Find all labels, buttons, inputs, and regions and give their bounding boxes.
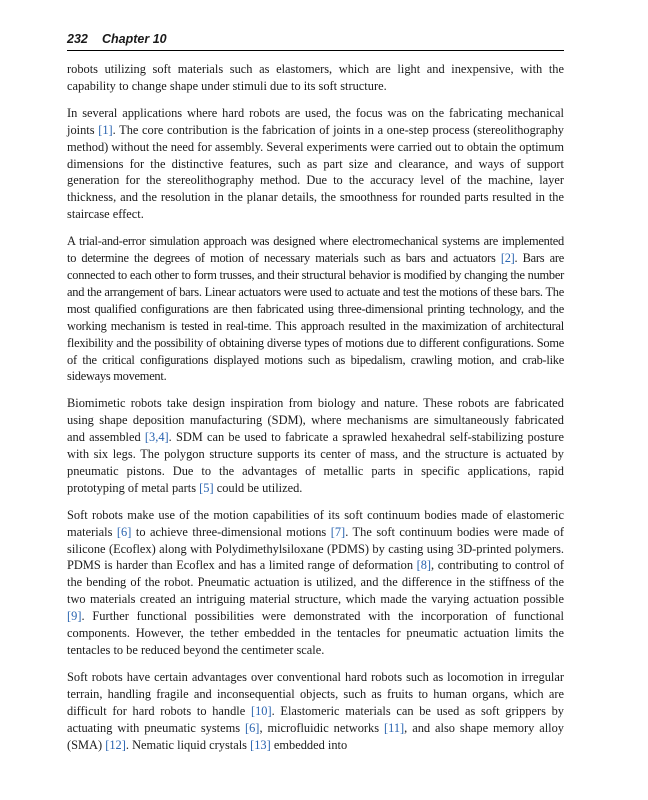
page-number: 232	[67, 32, 88, 46]
citation-link[interactable]: [13]	[250, 737, 271, 752]
citation-link[interactable]: [2]	[500, 251, 515, 266]
citation-link[interactable]: [1]	[98, 122, 113, 137]
paragraph-text: Biomimetic robots take design inspiration from biology and nature. These robots are fabricated using shape deposition manufacturing (SDM), where mechanisms are simultaneously fabricated and assembled	[67, 396, 564, 445]
paragraph-text: . The core contribution is the fabrication of joints in a one-step process (stereolithography method) without the need for assembly. Several experiments were carried out to obtain the optimum dimensions for the distinctive features, such as part size and clearance, and ways of support generation for the stereolithography method. Due to the accuracy level of the machine, layer thickness, and the resolution in the planar details, the smoothness for rounded parts resulted in the staircase effect.	[67, 122, 564, 222]
paragraph-text: . Elastomeric materials can be used as soft grippers by actuating with pneumatic systems	[67, 703, 564, 735]
paragraph-text: to achieve three-dimensional motions	[131, 524, 331, 539]
citation-link[interactable]: [5]	[199, 480, 214, 495]
paragraph-text: robots utilizing soft materials such as elastomers, which are light and inexpensive, with the capability to change shape under stimuli due to its soft structure.	[67, 62, 564, 93]
body-text	[67, 61, 564, 763]
paragraph-text: . SDM can be used to fabricate a sprawled hexahedral self-stabilizing posture with six legs. The polygon structure supports its center of mass, and the structure is actuated by pneumatic pistons. Due to the advantages of metallic parts in specific applications, rapid prototyping of metal parts	[67, 430, 565, 495]
paragraph	[67, 669, 564, 754]
citation-link[interactable]: [7]	[330, 524, 346, 539]
paragraph-text: A trial-and-error simulation approach was designed where electromechanical systems are implemented to determine the degrees of motion of necessary materials such as bars and actuators	[67, 234, 564, 266]
chapter-title: Chapter 10	[102, 32, 167, 46]
citation-link[interactable]: [9]	[67, 609, 82, 624]
citation-link[interactable]: [6]	[116, 524, 132, 539]
citation-link[interactable]: [12]	[105, 737, 126, 752]
citation-link[interactable]: [8]	[416, 558, 432, 573]
paragraph	[67, 395, 564, 496]
paragraph-text: . Nematic liquid crystals	[125, 737, 251, 752]
paragraph-text: . The soft continuum bodies were made of silicone (Ecoflex) along with Polydimethylsiloxane (PDMS) by casting using 3D-printed polymers. PDMS is harder than Ecoflex and has a limited range of deformation	[67, 524, 564, 573]
paragraph-text: . Bars are connected to each other to form trusses, and their structural behavior is modified by changing the number and the arrangement of bars. Linear actuators were used to actuate and test the motions of these bars. The most qualified configurations are then fabricated using three-dimensional printing technology, and the working mechanism is tested in real-time. This approach resulted in the maximization of architectural flexibility and the possibility of obtaining diverse types of motions due to different configurations. Some of the critical configurations displayed motions such as bipedalism, crawling motion, and crab-like sideways movement.	[67, 251, 564, 384]
paragraph	[67, 507, 564, 659]
paragraph-text: Soft robots have certain advantages over conventional hard robots such as locomotion in irregular terrain, handling fragile and inconsequential objects, such as fruits to human organs, which are difficult for hard robots to handle	[67, 669, 564, 718]
paragraph-text: In several applications where hard robots are used, the focus was on the fabricating mechanical joints	[67, 105, 564, 137]
paragraph-text: , and also shape memory alloy (SMA)	[67, 720, 565, 752]
citation-link[interactable]: [6]	[244, 720, 260, 735]
paragraph-text: Soft robots make use of the motion capabilities of its soft continuum bodies made of elastomeric materials	[67, 507, 564, 539]
citation-link[interactable]: [10]	[250, 703, 272, 718]
paragraph-text: embedded into	[270, 737, 348, 752]
paragraph-text: could be utilized.	[213, 480, 303, 495]
paragraph-text: , contributing to control of the bending of the robot. Pneumatic actuation is utilized, and the difference in the stiffness of the two materials created an intriguing material structure, which made the varying actuation possible	[67, 558, 564, 607]
running-header	[67, 31, 564, 51]
citation-link[interactable]: [3,4]	[144, 430, 169, 445]
paragraph	[67, 61, 564, 95]
paragraph	[67, 105, 564, 223]
citation-link[interactable]: [11]	[383, 720, 405, 735]
paragraph-text: . Further functional possibilities were demonstrated with the incorporation of functional components. However, the tether embedded in the tentacles for pneumatic actuation limits the tentacles to be reduced beyond the centimeter scale.	[67, 609, 564, 657]
paragraph-text: , microfluidic networks	[259, 720, 384, 735]
paragraph	[67, 233, 564, 385]
